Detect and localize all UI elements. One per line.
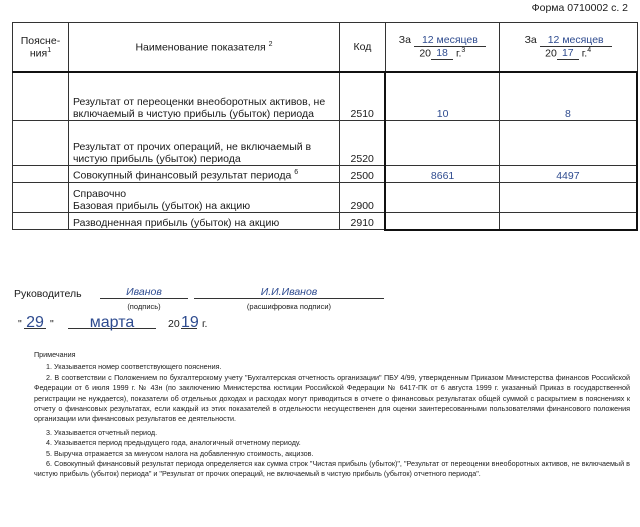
header-current-prefix: За	[398, 33, 411, 46]
form-code: Форма 0710002 с. 2	[531, 2, 628, 14]
signature-name-field: И.И.Иванов	[194, 286, 384, 299]
table-row	[13, 72, 638, 121]
row-previous-value: 8	[499, 72, 637, 121]
row-previous-value	[499, 121, 637, 166]
note-item: 6. Совокупный финансовый результат периода определяется как сумма строк "Чистая прибыль (убыток)", "Результат от переоценки внеоборотных активов, не включаемый в чистую прибыль (убыток) периода" и "Результат от прочих операций, не включаемый в чистую прибыль (убыток) отчетного периода".	[34, 459, 630, 479]
row-code: 2910	[340, 213, 386, 230]
row-previous-value: 4497	[499, 166, 637, 183]
row-code: 2500	[340, 166, 386, 183]
note-item: 3. Указывается отчетный период.	[46, 427, 158, 437]
signature-label: Руководитель	[14, 288, 82, 300]
header-previous-year-suffix: г.	[581, 47, 588, 59]
row-current-value	[385, 213, 499, 230]
row-name	[68, 166, 339, 183]
table-row	[13, 121, 638, 166]
table-row	[13, 166, 638, 183]
signature-caption: (подпись)	[127, 302, 161, 311]
row-name: Результат от переоценки внеоборотных активов, не включаемый в чистую прибыль (убыток) периода	[68, 72, 339, 121]
header-previous-prefix: За	[524, 33, 537, 46]
signature-name-caption: (расшифровка подписи)	[246, 302, 332, 311]
note-item: 1. Указывается номер соответствующего пояснения.	[46, 362, 222, 372]
row-explanation-cell	[13, 166, 69, 183]
header-current-period	[385, 23, 499, 72]
date-year-suffix: г.	[202, 318, 208, 330]
header-explanation-label: Поясне-ния	[20, 34, 61, 59]
header-current-year: 18	[431, 47, 453, 60]
row-explanation-cell	[13, 183, 69, 213]
row-name: Результат от прочих операций, не включаемый в чистую прибыль (убыток) периода	[68, 121, 339, 166]
row-explanation-cell	[13, 72, 69, 121]
header-previous-period	[499, 23, 637, 72]
row-previous-value	[499, 213, 637, 230]
header-current-year-suffix: г.	[455, 47, 462, 59]
date-year-prefix: 20	[168, 318, 180, 330]
row-explanation-cell	[13, 121, 69, 166]
note-item: 4. Указывается период предыдущего года, аналогичный отчетному периоду.	[46, 438, 301, 448]
date-year: 19	[181, 314, 199, 331]
signature-field: Иванов	[100, 286, 188, 299]
row-name-text: Базовая прибыль (убыток) на акцию	[72, 199, 251, 212]
row-explanation-cell	[13, 213, 69, 230]
date-close-quote: "	[50, 318, 54, 330]
table-row	[13, 183, 638, 213]
header-current-period-value: 12 месяцев	[414, 34, 486, 47]
row-name	[68, 183, 339, 213]
notes-title: Примечания	[34, 350, 76, 359]
notes-block	[34, 350, 630, 480]
note-item: 5. Выручка отражается за минусом налога на добавленную стоимость, акцизов.	[46, 448, 314, 458]
row-name-reference: Справочно	[72, 188, 127, 200]
header-previous-year: 17	[557, 47, 579, 60]
row-name: Разводненная прибыль (убыток) на акцию	[68, 213, 339, 230]
row-previous-value	[499, 183, 637, 213]
date-open-quote: "	[18, 318, 22, 330]
row-current-value	[385, 183, 499, 213]
header-indicator-note: 2	[268, 40, 273, 48]
header-code-label: Код	[353, 40, 372, 53]
header-indicator-label: Наименование показателя	[135, 41, 266, 53]
header-current-year-prefix: 20	[419, 47, 432, 59]
row-code: 2520	[340, 121, 386, 166]
row-name-text: Совокупный финансовый результат периода	[72, 169, 292, 182]
date-day: 29	[24, 316, 46, 329]
header-current-note: 3	[461, 46, 466, 54]
row-code: 2900	[340, 183, 386, 213]
table-row	[13, 213, 638, 230]
header-previous-period-value: 12 месяцев	[540, 34, 612, 47]
financial-results-table	[12, 22, 638, 231]
header-previous-note: 4	[587, 46, 592, 54]
row-current-value	[385, 121, 499, 166]
header-explanation	[13, 23, 69, 72]
note-item: 2. В соответствии с Положением по бухгалтерскому учету "Бухгалтерская отчетность организации" ПБУ 4/99, утвержденным Приказом Министерства финансов Российской Федерации от 6 июля 1999 г. № 43н (по заключению Министерства юстиции Российской Федерации № 6417-ПК от 6 августа 1999 г. указанный Приказ в государственной регистрации не нуждается), показатели об отдельных доходах и расходах могут приводиться в отчете о финансовых результатах общей суммой с раскрытием в пояснениях к отчету о финансовых результатах, если каждый из этих показателей в отдельности несущественен для оценки заинтересованными пользователями финансового положения организации или финансовых результатов ее деятельности.	[34, 372, 630, 424]
header-indicator	[68, 23, 339, 72]
header-previous-year-prefix: 20	[545, 47, 557, 59]
header-code	[340, 23, 386, 72]
row-code: 2510	[340, 72, 386, 121]
row-current-value: 8661	[385, 166, 499, 183]
row-current-value: 10	[385, 72, 499, 121]
date-month: марта	[68, 316, 156, 329]
header-explanation-note: 1	[47, 46, 52, 54]
row-name-note: 6	[294, 169, 299, 176]
